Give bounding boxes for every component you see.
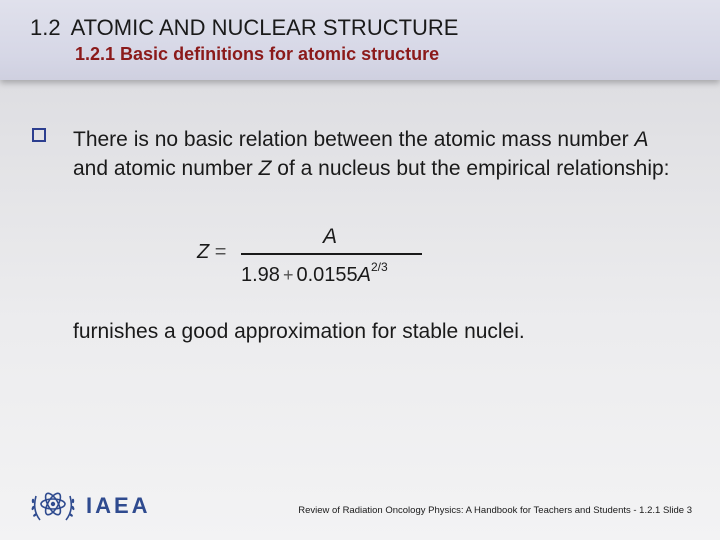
variable-a: A <box>634 128 649 151</box>
equation-equals: = <box>214 241 227 263</box>
bullet-square-icon <box>32 128 46 142</box>
denominator-plus: + <box>282 265 294 285</box>
empirical-equation <box>197 224 437 294</box>
slide-header <box>0 0 720 80</box>
equation-z: Z <box>197 241 210 263</box>
paragraph-text: of a nucleus but the empirical relationship: <box>271 157 670 180</box>
section-number: 1.2 <box>30 15 61 40</box>
variable-z: Z <box>258 157 272 180</box>
section-title: ATOMIC AND NUCLEAR STRUCTURE <box>70 15 459 40</box>
slide-footer: Review of Radiation Oncology Physics: A Handbook for Teachers and Students - 1.2.1 Slide 3 <box>298 505 692 516</box>
denominator-exponent: 2/3 <box>370 260 388 274</box>
slide-subtitle: 1.2.1 Basic definitions for atomic structure <box>75 44 440 64</box>
equation-lhs <box>197 241 226 264</box>
closing-paragraph: furnishes a good approximation for stable nuclei. <box>73 320 525 343</box>
iaea-logo-text: IAEA <box>86 493 151 518</box>
slide-title <box>30 15 458 41</box>
equation-numerator: A <box>323 225 338 248</box>
paragraph-text: There is no basic relation between the atomic mass number <box>73 128 635 151</box>
bullet-paragraph <box>73 125 673 183</box>
denominator-coefficient: 0.0155 <box>296 264 358 286</box>
iaea-atom-laurel-icon <box>28 480 78 530</box>
paragraph-text: and atomic number <box>73 157 259 180</box>
denominator-variable: A <box>357 264 371 286</box>
equation-denominator <box>241 260 422 287</box>
fraction-bar <box>241 253 422 255</box>
denominator-constant: 1.98 <box>241 264 280 286</box>
